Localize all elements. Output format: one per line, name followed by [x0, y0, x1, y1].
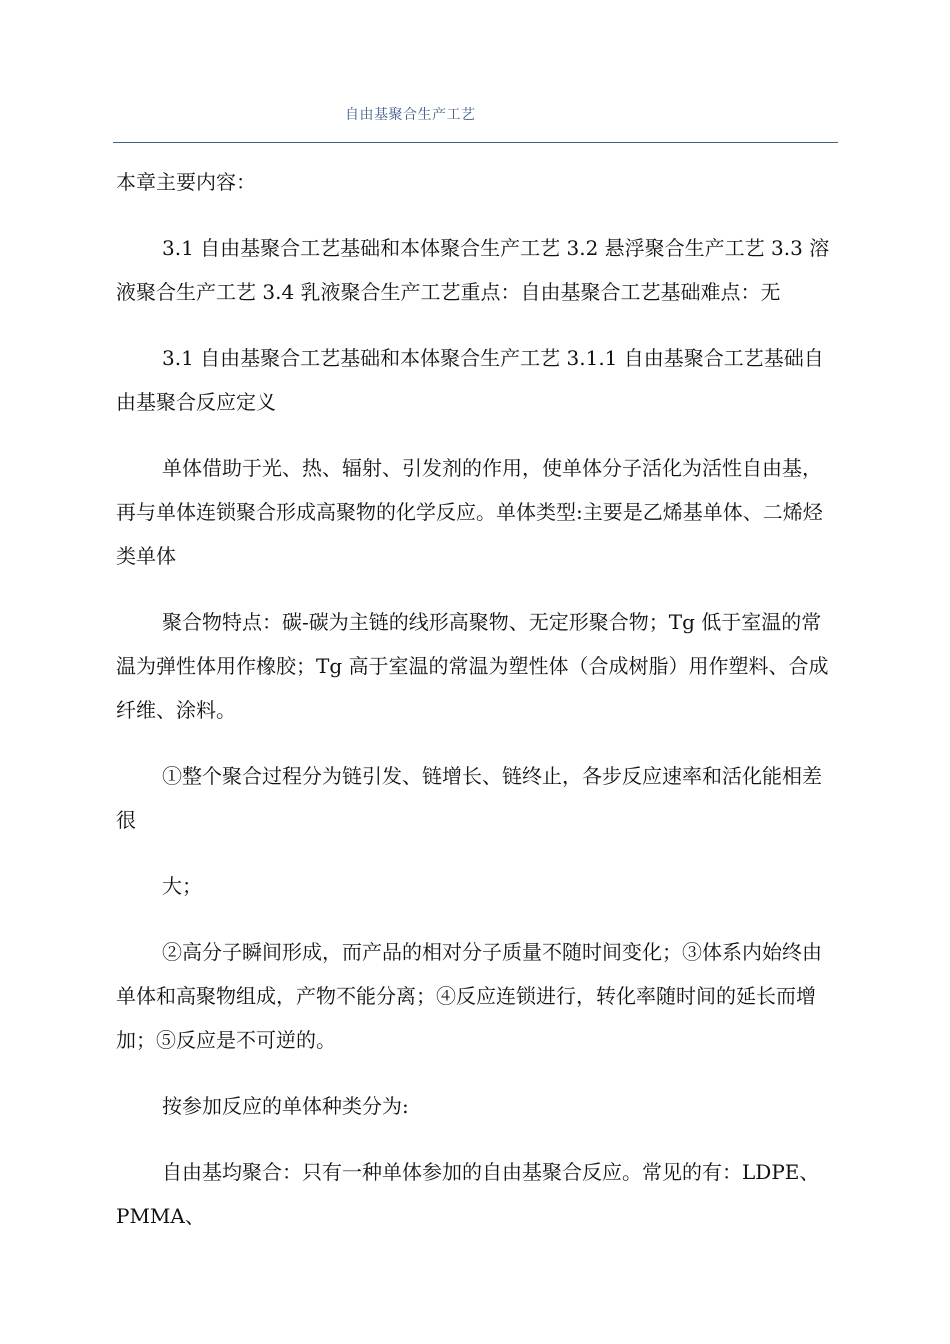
paragraph-definition: 单体借助于光、热、辐射、引发剂的作用，使单体分子活化为活性自由基，再与单体连锁聚合形成高聚物的化学反应。单体类型:主要是乙烯基单体、二烯烃类单体	[116, 456, 823, 568]
paragraph-classification: 按参加反应的单体种类分为:	[162, 1094, 409, 1118]
section-heading: 本章主要内容：	[116, 170, 256, 194]
paragraph-point-1: ①整个聚合过程分为链引发、链增长、链终止，各步反应速率和活化能相差很	[116, 764, 822, 832]
paragraph-contents-list: 3.1 自由基聚合工艺基础和本体聚合生产工艺 3.2 悬浮聚合生产工艺 3.3 溶液聚合生产工艺 3.4 乳液聚合生产工艺重点：自由基聚合工艺基础难点：无	[116, 236, 830, 304]
paragraph-points-2-5: ②高分子瞬间形成，而产品的相对分子质量不随时间变化；③体系内始终由单体和高聚物组成，产物不能分离；④反应连锁进行，转化率随时间的延长而增加；⑤反应是不可逆的。	[116, 940, 822, 1052]
paragraph-homopolymerization: 自由基均聚合：只有一种单体参加的自由基聚合反应。常见的有：LDPE、PMMA、	[116, 1160, 820, 1228]
paragraph-point-1-cont: 大；	[162, 874, 202, 898]
paragraph-polymer-features: 聚合物特点：碳-碳为主链的线形高聚物、无定形聚合物；Tg 低于室温的常温为弹性体用作橡胶；Tg 高于室温的常温为塑性体（合成树脂）用作塑料、合成纤维、涂料。	[116, 610, 829, 722]
header-divider	[113, 142, 838, 143]
running-header-title: 自由基聚合生产工艺	[345, 107, 476, 123]
document-body	[116, 160, 834, 1260]
paragraph-section-title: 3.1 自由基聚合工艺基础和本体聚合生产工艺 3.1.1 自由基聚合工艺基础自由基聚合反应定义	[116, 346, 824, 414]
